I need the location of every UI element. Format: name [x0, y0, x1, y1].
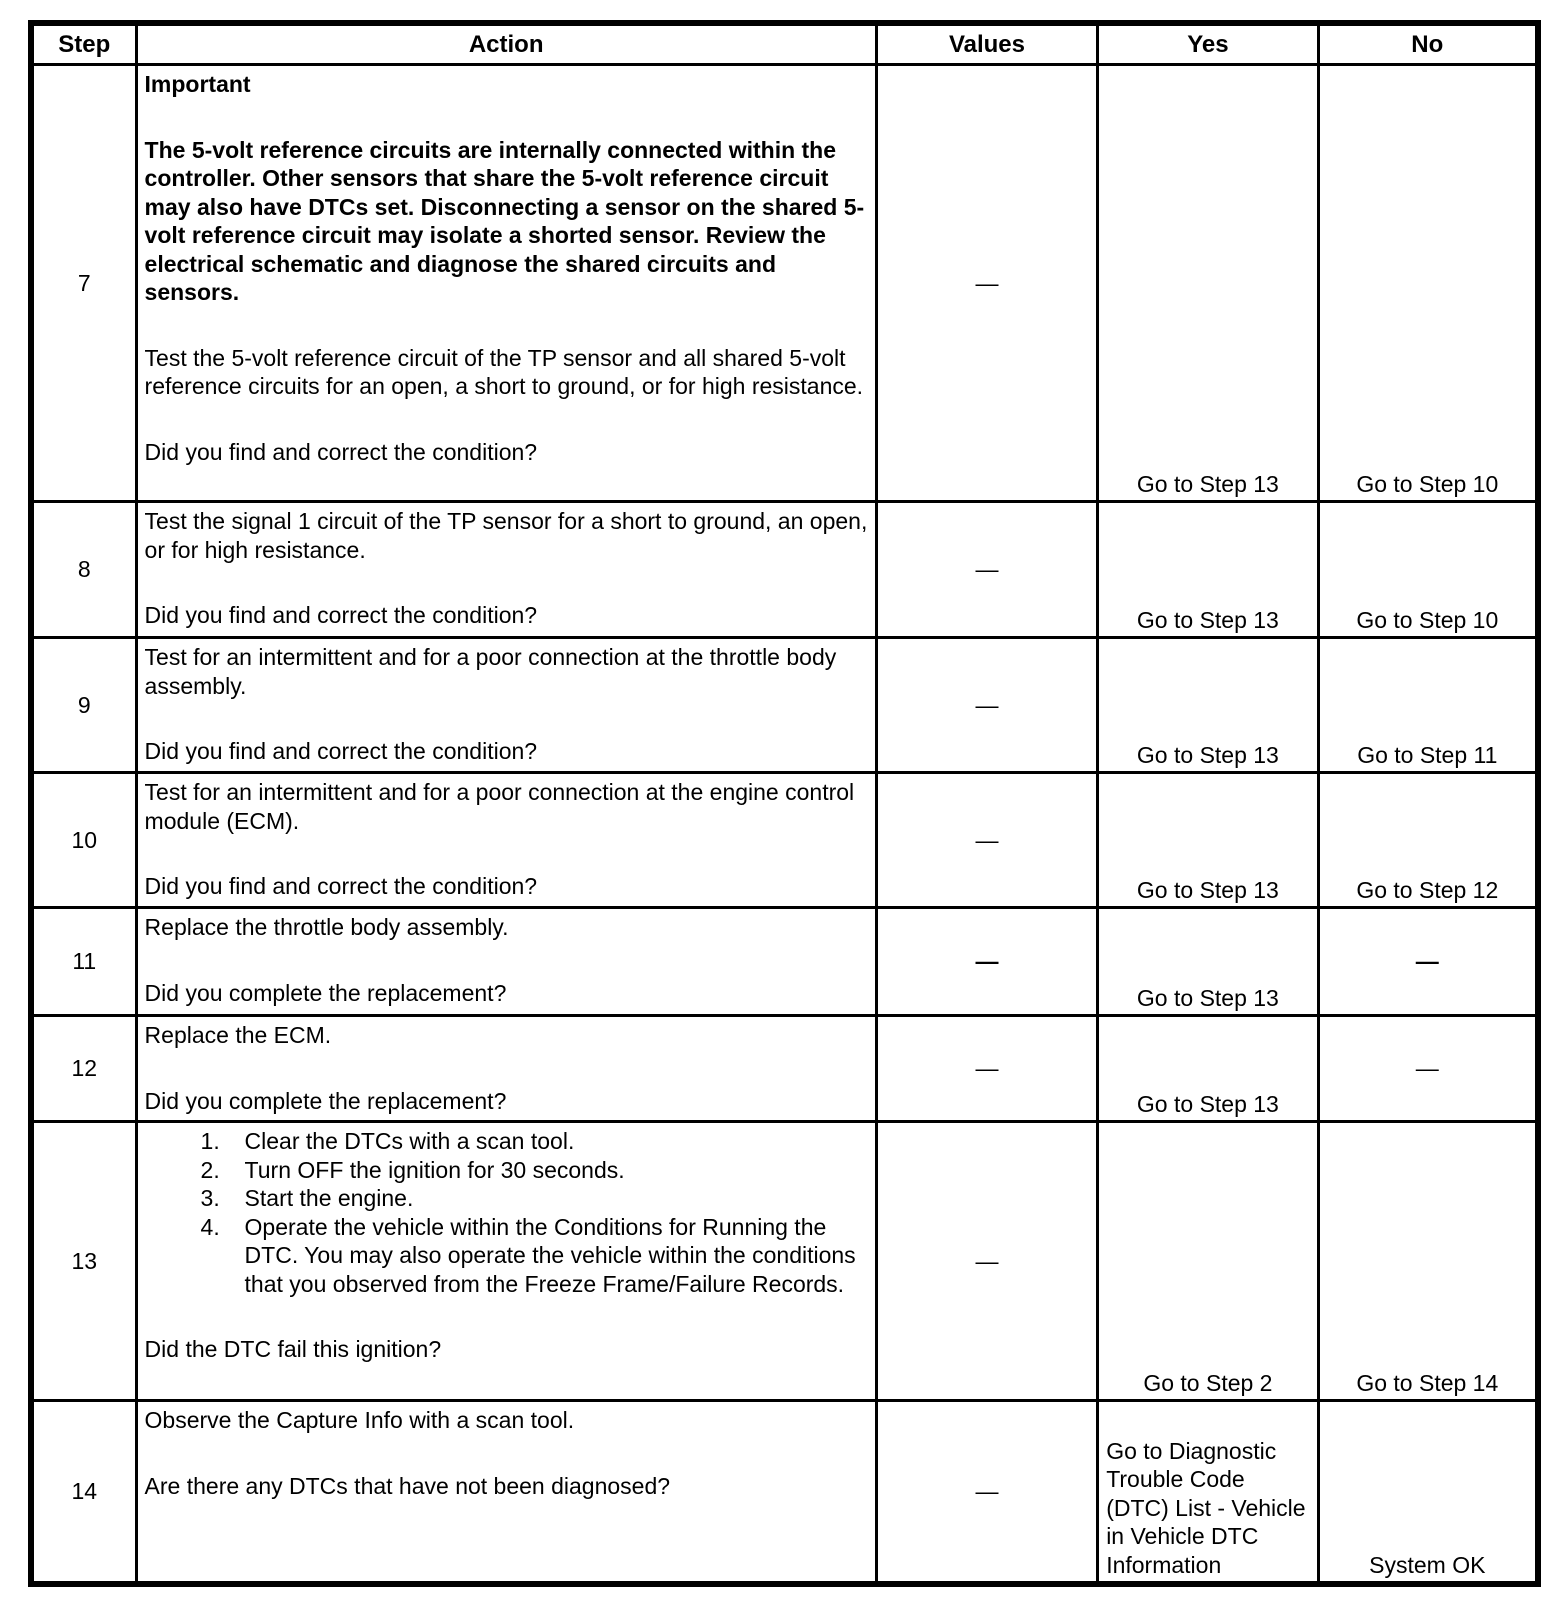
list-text: Turn OFF the ignition for 30 seconds.: [244, 1156, 625, 1183]
header-row: [33, 25, 1537, 65]
yes-cell: Go to Step 13: [1098, 502, 1318, 638]
list-item: [189, 1184, 868, 1213]
values-cell: —: [876, 1016, 1097, 1122]
list-text: Clear the DTCs with a scan tool.: [244, 1128, 575, 1154]
question-text: Did you find and correct the condition?: [144, 873, 538, 899]
values-cell: —: [876, 502, 1097, 638]
action-cell: [136, 908, 876, 1016]
question-text: Did you complete the replacement?: [144, 1087, 507, 1114]
diagnostic-table: [31, 23, 1538, 1584]
action-cell: [136, 773, 876, 908]
step-number: 14: [33, 1401, 137, 1583]
no-dash: —: [1415, 948, 1439, 975]
yes-cell: Go to Step 2: [1098, 1122, 1318, 1401]
no-cell: Go to Step 12: [1318, 773, 1536, 908]
values-cell: [876, 908, 1097, 1016]
values-cell: —: [876, 65, 1097, 502]
important-label: Important: [144, 71, 251, 97]
step-number: 13: [33, 1122, 137, 1401]
no-cell: Go to Step 10: [1318, 502, 1536, 638]
table-row: [33, 502, 1537, 638]
yes-cell: Go to Step 13: [1098, 908, 1318, 1016]
table-row: [33, 638, 1537, 773]
list-number: 2.: [200, 1156, 220, 1183]
action-cell: [136, 1016, 876, 1122]
diagnostic-table-frame: [28, 20, 1541, 1587]
values-cell: —: [876, 1122, 1097, 1401]
yes-cell: Go to Step 13: [1098, 1016, 1318, 1122]
step-number: 12: [33, 1016, 137, 1122]
no-cell: —: [1318, 1016, 1536, 1122]
yes-cell: Go to Step 13: [1098, 773, 1318, 908]
action-text: Test the signal 1 circuit of the TP sensor for a short to ground, an open, or for high resistance.: [144, 508, 868, 563]
question-text: Are there any DTCs that have not been diagnosed?: [144, 1472, 671, 1499]
important-text: The 5-volt reference circuits are internally connected within the controller. Other sensors that share the 5-volt reference circuit may also have DTCs set. Disconnecting a sensor on the shared 5-volt reference circuit may isolate a shorted sensor. Review the electrical schematic and diagnose the shared circuits and sensors.: [144, 136, 865, 305]
question-text: Did you find and correct the condition?: [144, 738, 538, 764]
step-number: 8: [33, 502, 137, 638]
question-text: Did you find and correct the condition?: [144, 602, 538, 628]
no-cell: Go to Step 10: [1318, 65, 1536, 502]
action-cell: [136, 1122, 876, 1401]
values-cell: —: [876, 638, 1097, 773]
action-text: Replace the ECM.: [144, 1022, 332, 1048]
action-text: Replace the throttle body assembly.: [144, 914, 509, 940]
header-action: Action: [136, 25, 876, 65]
list-number: 4.: [200, 1213, 220, 1240]
step-number: 7: [33, 65, 137, 502]
list-text: Start the engine.: [244, 1185, 414, 1211]
header-values: Values: [876, 25, 1097, 65]
header-yes: Yes: [1098, 25, 1318, 65]
action-text: Observe the Capture Info with a scan tool.: [144, 1407, 575, 1433]
yes-cell: Go to Step 13: [1098, 638, 1318, 773]
step-number: 9: [33, 638, 137, 773]
procedure-list: [189, 1127, 868, 1298]
list-item: [189, 1127, 868, 1156]
no-cell: System OK: [1318, 1401, 1536, 1583]
no-cell: [1318, 908, 1536, 1016]
values-dash: —: [975, 948, 999, 975]
step-number: 10: [33, 773, 137, 908]
values-cell: —: [876, 1401, 1097, 1583]
action-cell: [136, 502, 876, 638]
list-text: Operate the vehicle within the Conditions for Running the DTC. You may also operate the vehicle within the conditions that you observed from the Freeze Frame/Failure Records.: [244, 1213, 856, 1297]
action-text: Test the 5-volt reference circuit of the TP sensor and all shared 5-volt reference circuits for an open, a short to ground, or for high resistance.: [144, 344, 864, 399]
table-row: [33, 65, 1537, 502]
question-text: Did the DTC fail this ignition?: [144, 1336, 442, 1362]
values-cell: —: [876, 773, 1097, 908]
list-item: [189, 1213, 868, 1299]
list-number: 3.: [200, 1185, 220, 1211]
header-no: No: [1318, 25, 1536, 65]
list-item: [189, 1156, 868, 1185]
table-row: [33, 1016, 1537, 1122]
no-cell: Go to Step 11: [1318, 638, 1536, 773]
no-cell: Go to Step 14: [1318, 1122, 1536, 1401]
table-row: [33, 908, 1537, 1016]
action-cell: [136, 1401, 876, 1583]
action-cell: [136, 65, 876, 502]
list-number: 1.: [200, 1128, 220, 1154]
question-text: Did you complete the replacement?: [144, 979, 507, 1006]
table-row: [33, 773, 1537, 908]
yes-cell: Go to Diagnostic Trouble Code (DTC) List - Vehicle in Vehicle DTC Information: [1098, 1401, 1318, 1583]
question-text: Did you find and correct the condition?: [144, 438, 538, 465]
action-text: Test for an intermittent and for a poor connection at the throttle body assembly.: [144, 644, 837, 699]
header-step: Step: [33, 25, 137, 65]
action-text: Test for an intermittent and for a poor connection at the engine control module (ECM).: [144, 779, 855, 834]
step-number: 11: [33, 908, 137, 1016]
table-row: [33, 1122, 1537, 1401]
action-cell: [136, 638, 876, 773]
yes-cell: Go to Step 13: [1098, 65, 1318, 502]
table-row: [33, 1401, 1537, 1583]
